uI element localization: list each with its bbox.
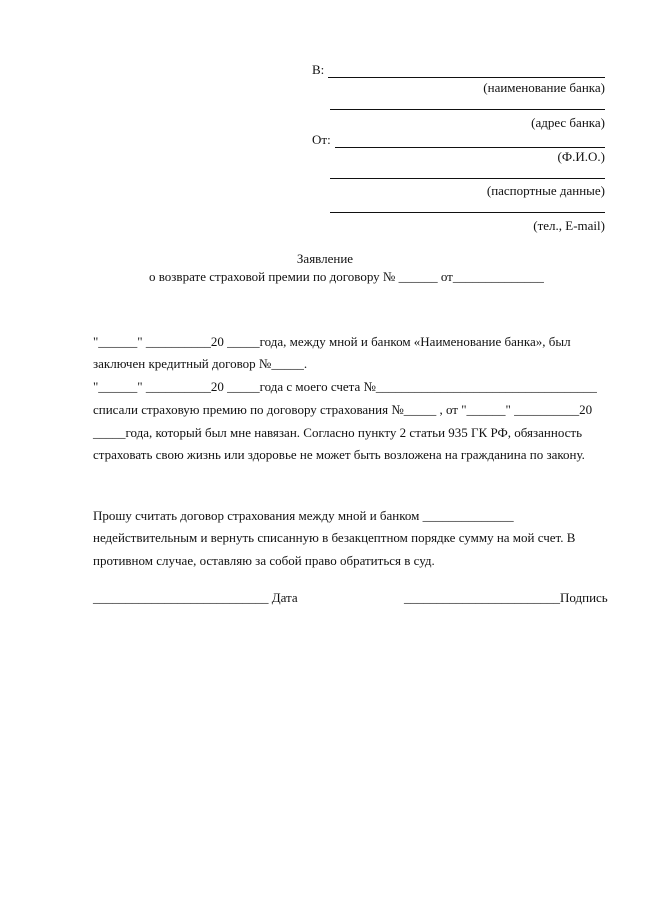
to-field — [312, 62, 605, 78]
bank-name-note: (наименование банка) — [483, 80, 605, 95]
contacts-note: (тел., E-mail) — [533, 218, 605, 233]
body-line: _____года, который был мне навязан. Согласно пункту 2 статьи 935 ГК РФ, обязанность — [93, 425, 583, 440]
from-field — [312, 132, 605, 148]
to-blank-line — [328, 65, 605, 78]
bank-address-note: (адрес банка) — [531, 115, 605, 130]
passport-blank-line — [330, 178, 605, 179]
from-label: От: — [312, 132, 331, 147]
body-line: списали страховую премию по договору страхования №_____ , от "______" __________20 — [93, 402, 593, 417]
document-subtitle: о возврате страховой премии по договору № ______ от______________ — [149, 269, 544, 284]
request-line: противном случае, оставляю за собой право обратиться в суд. — [93, 553, 435, 568]
signature-line: ________________________Подпись — [404, 590, 608, 605]
passport-note: (паспортные данные) — [486, 183, 605, 198]
from-blank-line — [335, 135, 605, 148]
bank-address-blank-line — [330, 109, 605, 110]
body-line: страховать свою жизнь или здоровье не может быть возложена на гражданина по закону. — [93, 447, 585, 462]
body-line: "______" __________20 _____года, между мной и банком «Наименование банка», был — [93, 334, 571, 349]
request-line: Прошу считать договор страхования между мной и банком ______________ — [93, 508, 514, 523]
to-label: В: — [312, 62, 325, 77]
contacts-blank-line — [330, 212, 605, 213]
request-line: недействительным и вернуть списанную в безакцептном порядке сумму на мой счет. В — [93, 530, 576, 545]
body-line: "______" __________20 _____года с моего счета №__________________________________ — [93, 379, 597, 394]
fio-note: (Ф.И.О.) — [557, 149, 605, 164]
body-line: заключен кредитный договор №_____. — [93, 356, 308, 371]
document-title: Заявление — [296, 251, 354, 266]
date-line: ___________________________ Дата — [93, 590, 298, 605]
